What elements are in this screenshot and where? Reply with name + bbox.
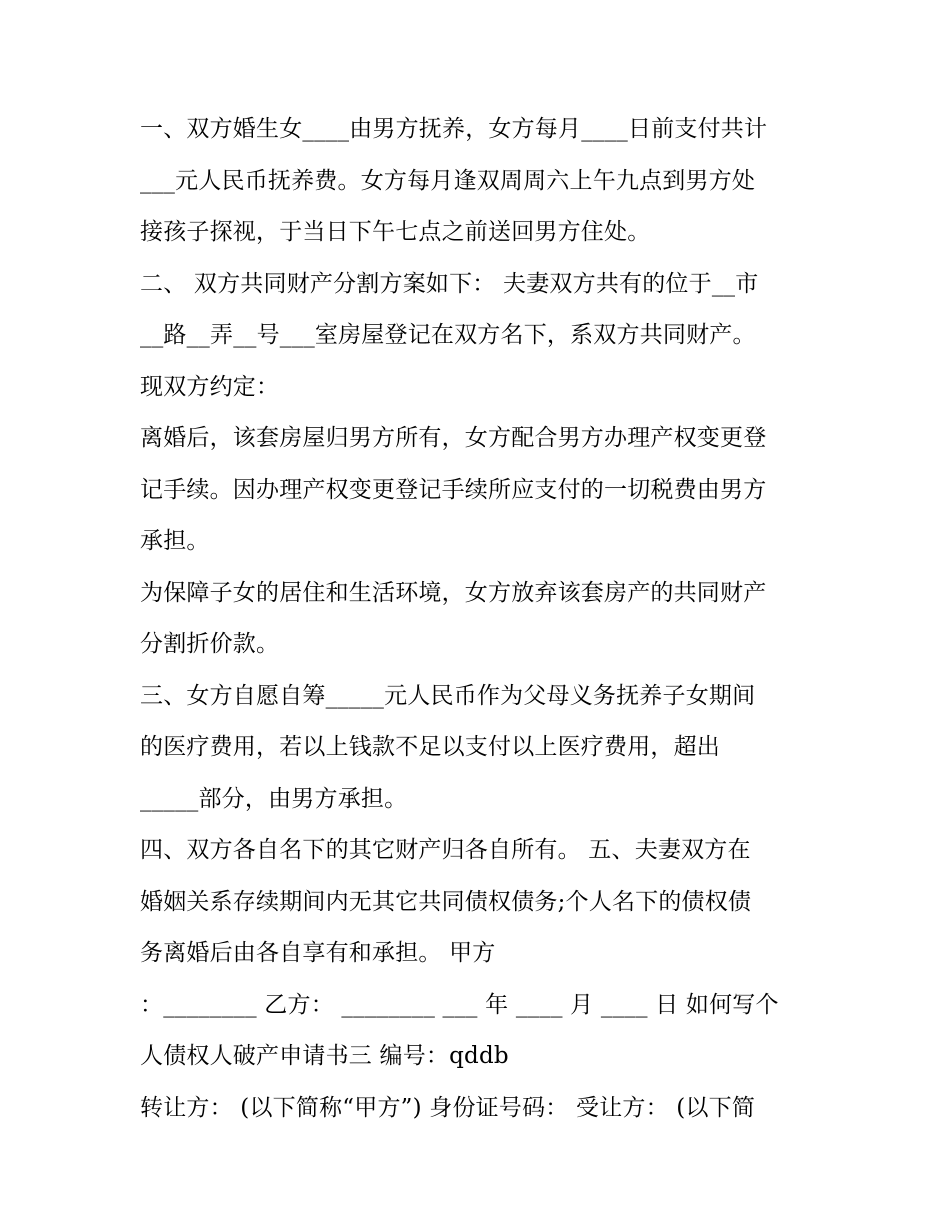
text-line: 一、双方婚生女____由男方抚养，女方每月____日前支付共计 xyxy=(140,116,768,142)
text-line: 三、女方自愿自筹_____元人民币作为父母义务抚养子女期间 xyxy=(140,682,756,709)
text-line: 承担。 xyxy=(140,528,210,554)
text-line: 为保障子女的居住和生活环境，女方放弃该套房产的共同财产 xyxy=(140,579,767,606)
text-line: __路__弄__号___室房屋登记在双方名下，系双方共同财产。 xyxy=(140,322,756,348)
document-body xyxy=(140,104,820,1134)
text-line: 分割折价款。 xyxy=(140,631,280,657)
text-line: 的医疗费用，若以上钱款不足以支付以上医疗费用，超出 xyxy=(140,734,720,760)
text-line: 转让方： (以下简称“甲方”) 身份证号码： 受让方： (以下简 xyxy=(140,1094,756,1121)
text-line: ___元人民币抚养费。女方每月逢双周周六上午九点到男方处 xyxy=(140,167,756,194)
text-line: 离婚后，该套房屋归男方所有，女方配合男方办理产权变更登 xyxy=(140,425,767,451)
text-line: ：________ 乙方： ________ ___ 年 ____ 月 ____ 日 如何写个 xyxy=(140,991,779,1018)
text-line: 人债权人破产申请书三 编号：qddb xyxy=(140,1043,509,1069)
text-line: _____部分，由男方承担。 xyxy=(140,785,408,812)
text-line: 二、 双方共同财产分割方案如下： 夫妻双方共有的位于__市 xyxy=(140,270,759,297)
text-line: 记手续。因办理产权变更登记手续所应支付的一切税费由男方 xyxy=(140,476,767,503)
text-line: 四、双方各自名下的其它财产归各自所有。 五、夫妻双方在 xyxy=(140,837,751,863)
text-line: 务离婚后由各自享有和承担。 甲方 xyxy=(140,940,496,966)
text-line: 接孩子探视，于当日下午七点之前送回男方住处。 xyxy=(140,219,651,245)
text-line: 现双方约定： xyxy=(140,373,280,400)
text-line: 婚姻关系存续期间内无其它共同债权债务;个人名下的债权债 xyxy=(140,888,752,915)
